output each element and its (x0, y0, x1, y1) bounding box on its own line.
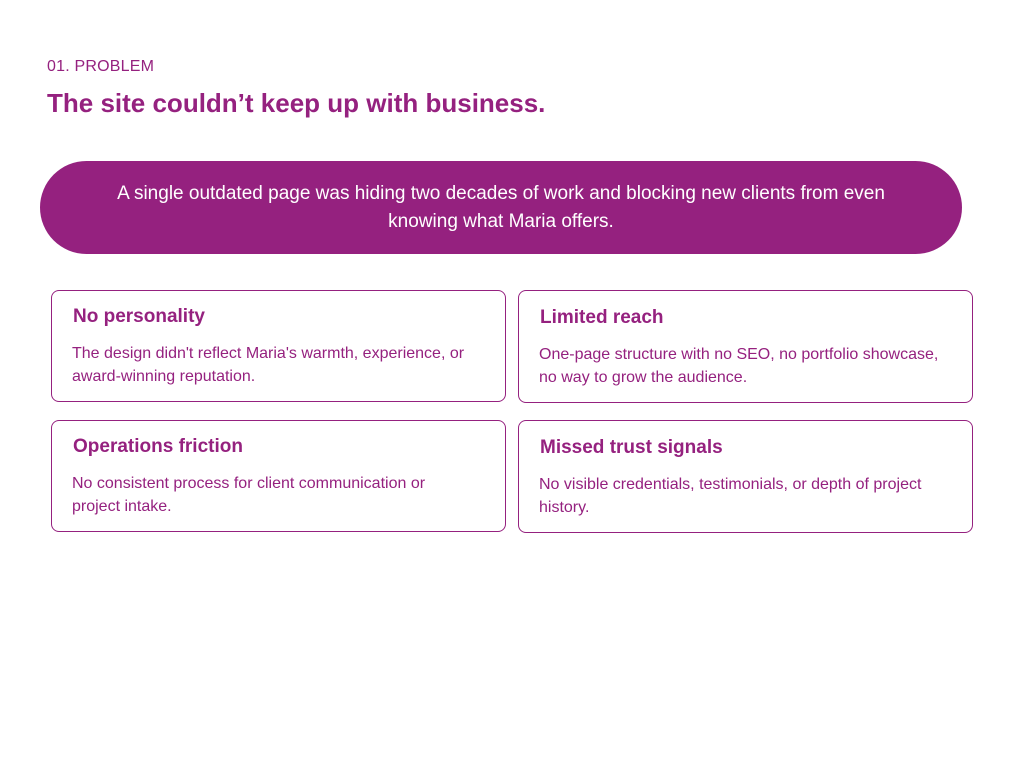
card-title: Limited reach (540, 307, 664, 328)
problem-card-missed-trust-signals (518, 420, 973, 533)
page-title: The site couldn’t keep up with business. (47, 88, 546, 118)
summary-banner (40, 161, 962, 254)
problem-card-no-personality (51, 290, 506, 402)
card-body: One-page structure with no SEO, no portfolio showcase, no way to grow the audience. (539, 346, 939, 386)
problem-card-limited-reach (518, 290, 973, 403)
card-title: Operations friction (73, 436, 243, 457)
card-body: The design didn't reflect Maria's warmth, experience, or award-winning reputation. (72, 345, 465, 385)
card-body: No consistent process for client communication or project intake. (72, 475, 426, 515)
card-title: No personality (73, 306, 205, 327)
problem-card-operations-friction (51, 420, 506, 532)
card-body: No visible credentials, testimonials, or depth of project history. (539, 476, 922, 516)
section-eyebrow: 01. PROBLEM (47, 58, 155, 75)
card-title: Missed trust signals (540, 437, 723, 458)
summary-banner-text: A single outdated page was hiding two decades of work and blocking new clients from even knowing what Maria offers. (117, 182, 885, 232)
